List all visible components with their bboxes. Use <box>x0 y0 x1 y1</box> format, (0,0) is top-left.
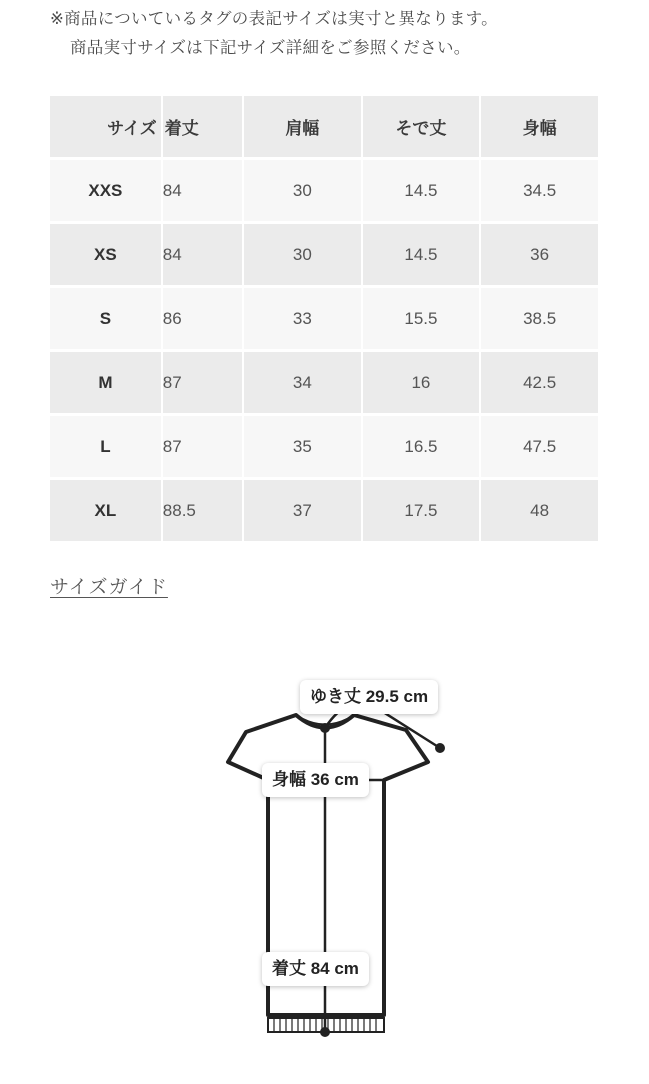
size-cell: XXS <box>50 160 163 224</box>
size-cell: XS <box>50 224 163 288</box>
length-measure-end-dot <box>320 1027 330 1037</box>
table-row <box>50 480 600 544</box>
length-cell: 84 <box>163 224 244 288</box>
measurement-diagram <box>0 670 649 1080</box>
table-row <box>50 288 600 352</box>
table-row <box>50 416 600 480</box>
shoulder-cell: 30 <box>244 224 362 288</box>
length-cell: 88.5 <box>163 480 244 544</box>
length-cell: 87 <box>163 352 244 416</box>
size-cell: L <box>50 416 163 480</box>
total-length-label: 着丈 84 cm <box>262 952 369 986</box>
shoulder-cell: 30 <box>244 160 362 224</box>
sleeve-cell: 15.5 <box>363 288 482 352</box>
header-shoulder: 肩幅 <box>244 96 362 160</box>
chest-width-cell: 38.5 <box>481 288 600 352</box>
length-cell: 87 <box>163 416 244 480</box>
table-row <box>50 160 600 224</box>
notice-line-1: ※商品についているタグの表記サイズは実寸と異なります。 <box>50 9 498 28</box>
chest-width-cell: 36 <box>481 224 600 288</box>
size-cell: S <box>50 288 163 352</box>
table-row <box>50 224 600 288</box>
header-length: 着丈 <box>163 96 244 160</box>
notice-line-2: 商品実寸サイズは下記サイズ詳細をご参照ください。 <box>70 38 471 57</box>
sleeve-cell: 14.5 <box>363 224 482 288</box>
size-notice <box>50 4 630 62</box>
shoulder-cell: 37 <box>244 480 362 544</box>
header-chest-width: 身幅 <box>481 96 600 160</box>
sleeve-cell: 16 <box>363 352 482 416</box>
sleeve-cell: 16.5 <box>363 416 482 480</box>
shoulder-cell: 35 <box>244 416 362 480</box>
chest-width-label: 身幅 36 cm <box>262 763 369 797</box>
size-cell: M <box>50 352 163 416</box>
length-cell: 84 <box>163 160 244 224</box>
table-row <box>50 352 600 416</box>
size-cell: XL <box>50 480 163 544</box>
header-size: サイズ <box>50 96 163 160</box>
chest-width-cell: 47.5 <box>481 416 600 480</box>
sleeve-length-label: ゆき丈 29.5 cm <box>300 680 438 714</box>
sleeve-cell: 17.5 <box>363 480 482 544</box>
chest-width-cell: 42.5 <box>481 352 600 416</box>
length-cell: 86 <box>163 288 244 352</box>
chest-width-cell: 48 <box>481 480 600 544</box>
chest-width-cell: 34.5 <box>481 160 600 224</box>
header-sleeve: そで丈 <box>363 96 482 160</box>
size-table <box>50 96 600 544</box>
size-table-header-row <box>50 96 600 160</box>
shoulder-cell: 34 <box>244 352 362 416</box>
sleeve-measure-end-dot <box>435 743 445 753</box>
dress-illustration <box>0 670 649 1080</box>
sleeve-cell: 14.5 <box>363 160 482 224</box>
shoulder-cell: 33 <box>244 288 362 352</box>
size-guide-link[interactable]: サイズガイド <box>50 576 168 598</box>
